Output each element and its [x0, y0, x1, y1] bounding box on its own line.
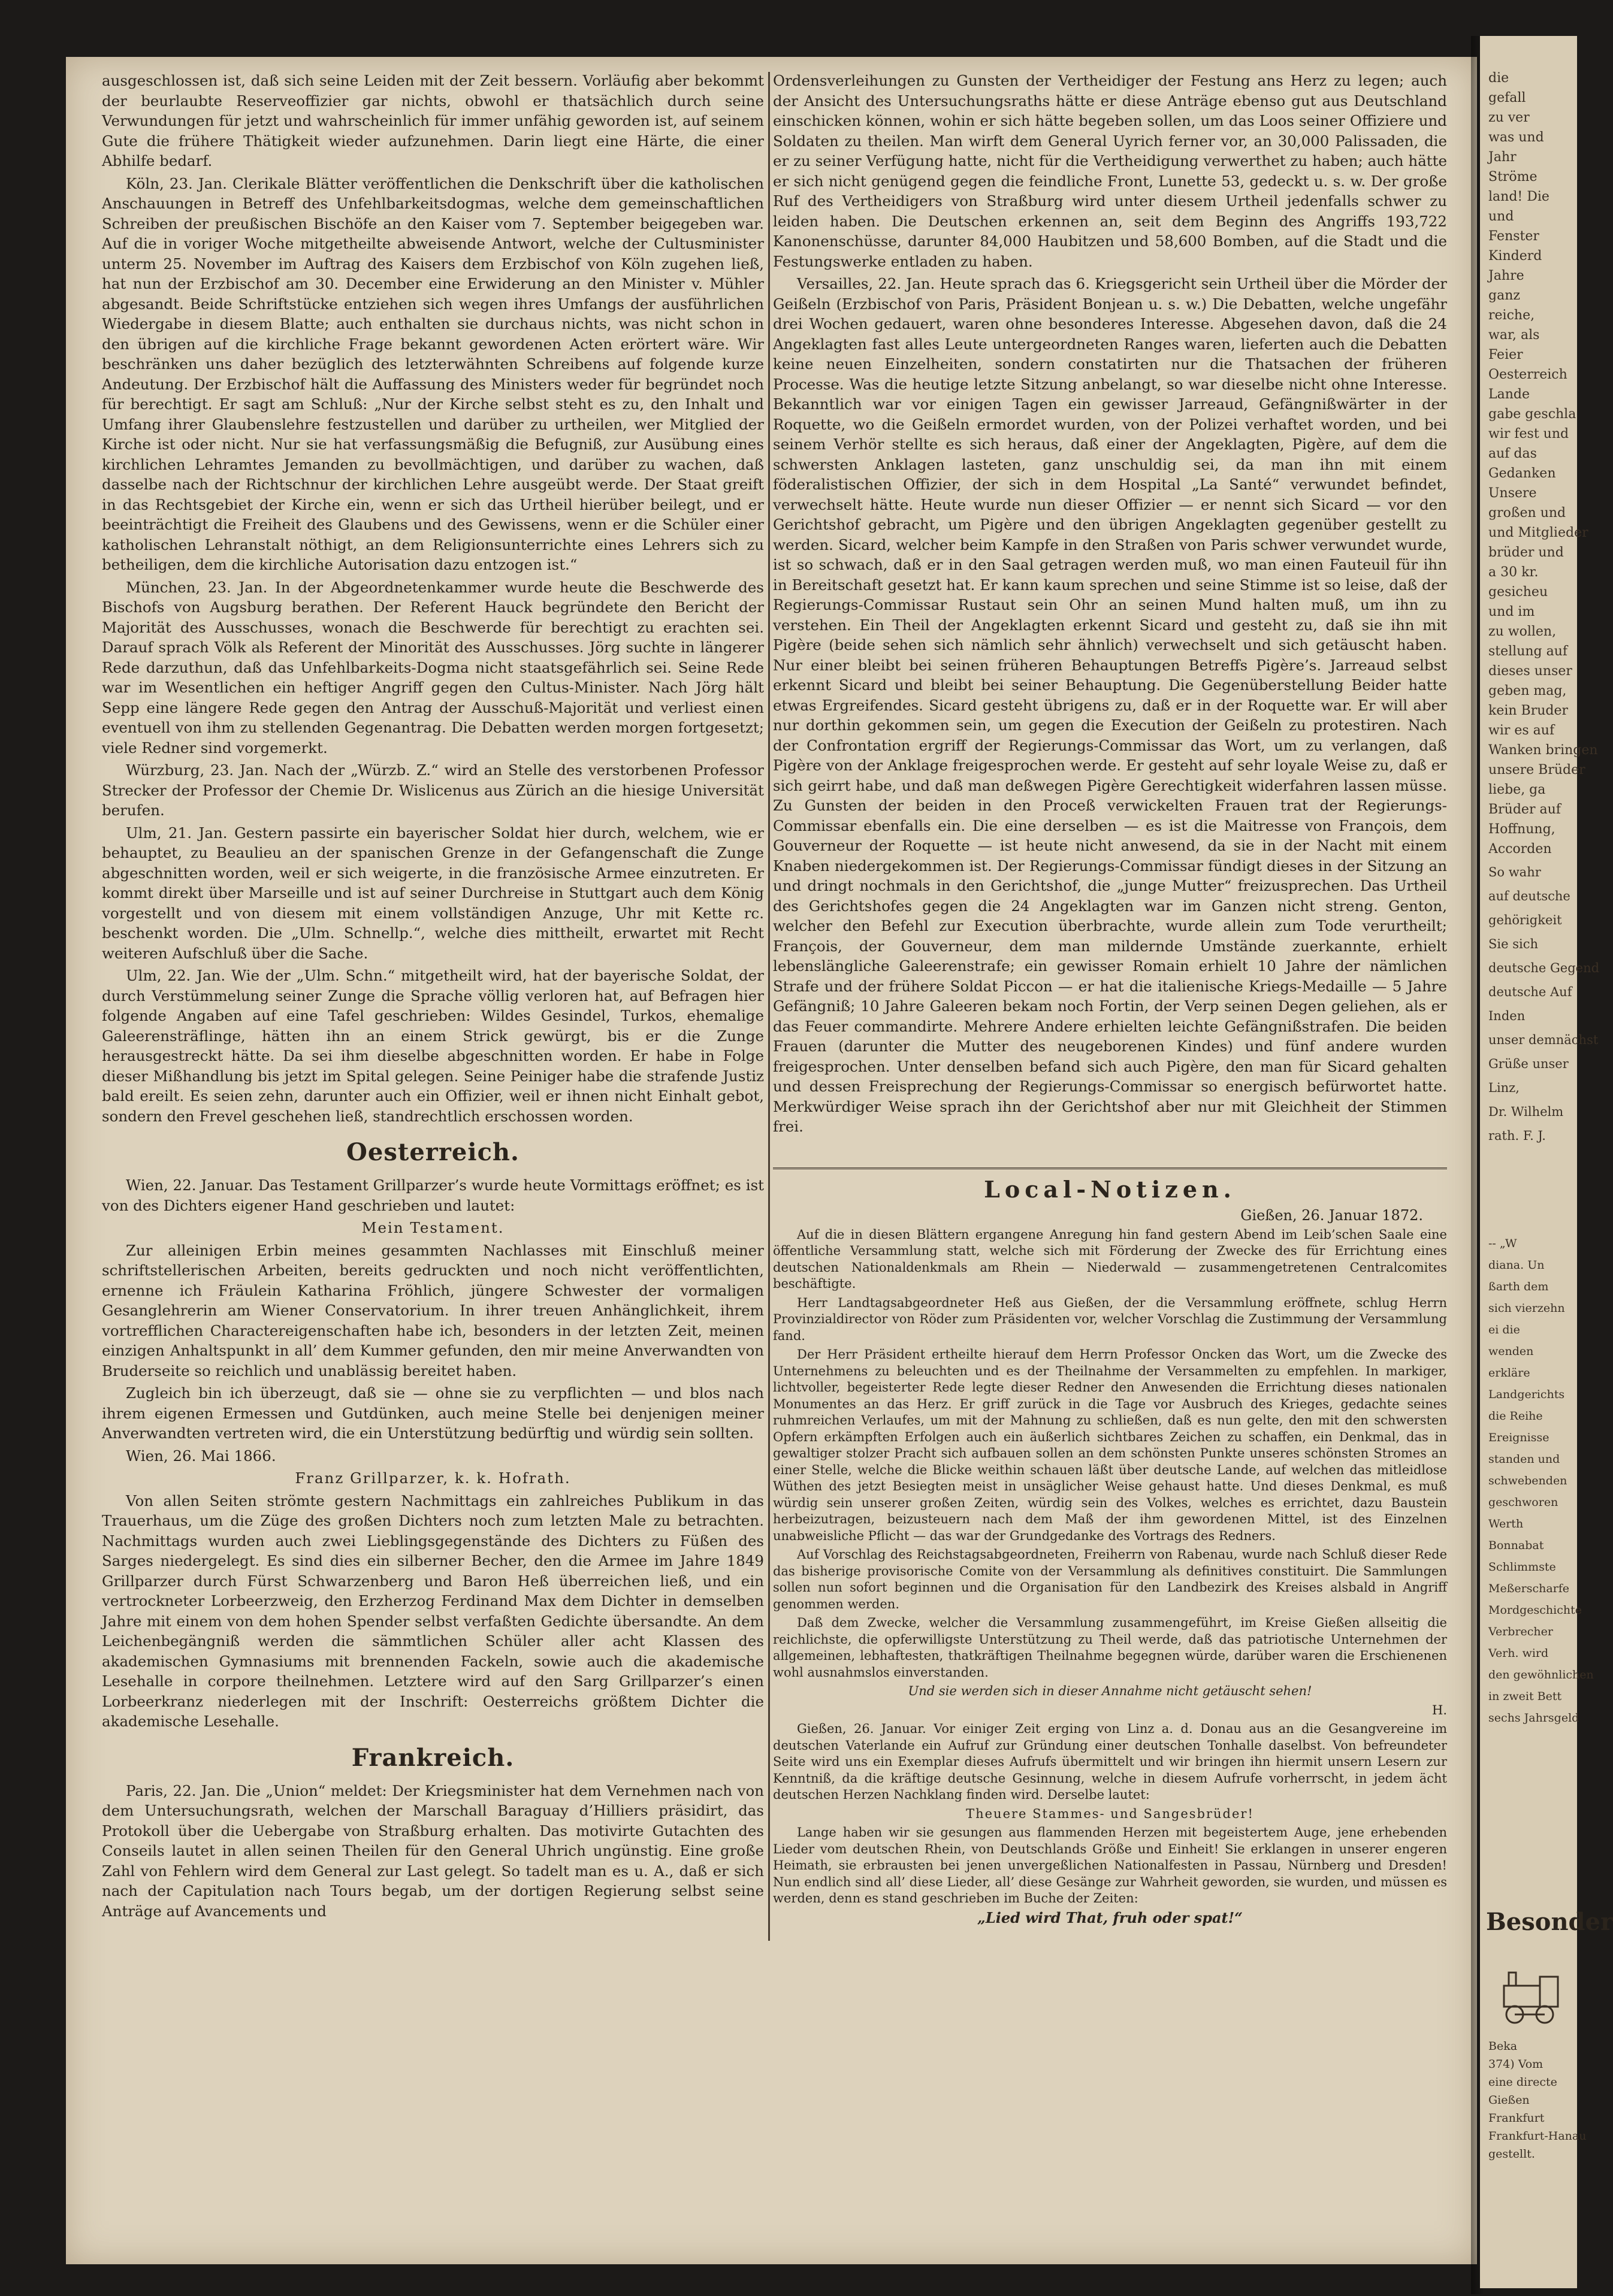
adjacent-page-line: zu ver — [1488, 110, 1530, 125]
adjacent-page-line: gesicheu — [1488, 585, 1548, 600]
adjacent-page-line: war, als — [1488, 328, 1540, 343]
locomotive-icon — [1498, 1962, 1564, 2028]
article-muenchen: München, 23. Jan. In der Abgeordnetenkammer wurde heute die Beschwerde des Bischofs von Augsburg berathen. Der Referent Hauck begründete den Bericht der Majorität des Ausschusses, wonach die Beschwerde für berechtigt zu erachten sei. Darauf sprach Völk als Referent der Minorität des Ausschusses. Jörg suchte in längerer Rede darzuthun, daß das Unfehlbarkeits-Dogma nicht staatsgefährlich sei. Seine Rede war im Wesentlichen ein heftiger Angriff gegen den Cultus-Minister. Nach Jörg hält Sepp eine längere Rede gegen den Antrag der Ausschuß-Majorität und verliest einen eventuell von ihm zu stellenden Gegenantrag. Die Debatten werden morgen fortgesetzt; viele Redner sind vorgemerkt. — [102, 578, 764, 757]
adjacent-page-line: Grüße unser — [1488, 1057, 1569, 1071]
appeal-motto: „Lied wird That, fruh oder spat!“ — [977, 1908, 1243, 1926]
testament-title: Mein Testament. — [361, 1219, 505, 1236]
article-ulm-21: Ulm, 21. Jan. Gestern passirte ein bayerischer Soldat hier durch, welchem, wie er behauptet, zu Beaulieu an der spanischen Grenze in der Gefangenschaft die Zunge abgeschnitten worden, weil er sich weigerte, in die französische Armee einzutreten. Er kommt direkt über Marseille und ist auf seiner Durchreise in Stuttgart auch dem König vorgestellt und von diesem mit einem vollständigen Anzuge, Uhr mit Kette rc. beschenkt worden. Die „Ulm. Schnellp.“, welche dies mittheilt, erwartet mit Recht weiteren Aufschluß über die Sache. — [102, 824, 764, 962]
adjacent-page-line: dieses unser — [1488, 664, 1572, 679]
adjacent-page-line: a 30 kr. — [1488, 565, 1539, 580]
adjacent-page-line: standen und — [1488, 1453, 1560, 1466]
adjacent-page-line: Gießen — [1488, 2094, 1530, 2107]
adjacent-page-line: die Reihe — [1488, 1409, 1543, 1423]
adjacent-page-line: ganz — [1488, 288, 1520, 303]
adjacent-page-line: Werth — [1488, 1517, 1524, 1530]
adjacent-page-line: Unsere — [1488, 486, 1537, 501]
adjacent-page-line: unser demnächst — [1488, 1033, 1599, 1047]
adjacent-page-line: den gewöhnlichen — [1488, 1668, 1594, 1681]
testament-text-2: Zugleich bin ich überzeugt, daß sie — ohne sie zu verpflichten — und blos nach ihrem eigenen Ermessen und Gutdünken, auch meine Stelle bei denjenigen meiner Anverwandten vertreten wird, die ein Unterstützung bedürftig und würdig sein sollten. — [102, 1384, 764, 1442]
article-continuation: ausgeschlossen ist, daß sich seine Leiden mit der Zeit bessern. Vorläufig aber bekommt der beurlaubte Reserveoffizier gar nichts, obwohl er thatsächlich durch seine Verwundungen für jetzt und wahrscheinlich für immer unfähig geworden ist, auf seinem Gute die frühere Thätigkeit wieder aufzunehmen. Darin liegt eine Härte, die einer Abhilfe bedarf. — [102, 72, 764, 170]
adjacent-page-line: geben mag, — [1488, 683, 1567, 698]
adjacent-page-line: deutsche Gegend — [1488, 961, 1600, 975]
article-grillparzer-funeral: Von allen Seiten strömte gestern Nachmittags ein zahlreiches Publikum in das Trauerhaus, um die Züge des großen Dichters noch zum letzten Male zu betrachten. Nachmittags wurden auch zwei Lieblingsgegenstände des Dichters zu Füßen des Sarges niedergelegt. Es sind dies ein silberner Becher, den die Armee im Jahre 1849 Grillparzer durch Fürst Schwarzenberg und Baron Heß überreichen ließ, und ein vertrockneter Lorbeerzweig, den Erzherzog Ferdinand Max dem Dichter in demselben Jahre mit einem von dem hohen Spender selbst verfaßten Gedichte übersandte. An dem Leichenbegängniß werden die sämmtlichen Schüler aller acht Klassen des akademischen Gymnasiums mit brennenden Fackeln, sowie auch die akademische Lesehalle in corpore theilnehmen. Letztere wird auf den Sarg Grillparzer’s einen Lorbeerkranz niederlegen mit der Inschrift: Oesterreichs größtem Dichter die akademische Lesehalle. — [102, 1492, 764, 1730]
adjacent-page-line: Frankfurt — [1488, 2112, 1545, 2125]
adjacent-page-line: Ströme — [1488, 170, 1538, 184]
adjacent-page-line: auf deutsche — [1488, 889, 1570, 903]
middle-column — [773, 71, 1447, 1230]
adjacent-page-line: schwebenden — [1488, 1474, 1567, 1487]
adjacent-page-line: So wahr — [1488, 865, 1541, 879]
adjacent-page-line: reiche, — [1488, 308, 1535, 323]
article-koeln: Köln, 23. Jan. Clerikale Blätter veröffentlichen die Denkschrift über die katholischen Anschauungen in Betreff des Unfehlbarkeitsdogmas, welche dem gemeinschaftlichen Schreiben der preußischen Bischöfe an den Kaiser vom 7. September beigegeben war. Auf die in voriger Woche mitgetheilte abweisende Antwort, welche der Cultusminister unterm 25. November im Auftrag des Kaisers dem Erzbischof von Köln zugehen ließ, hat nun der Erzbischof am 30. December eine Erwiderung an den Minister v. Mühler abgesandt. Beide Schriftstücke entziehen sich wegen ihres Umfangs der ausführlichen Wiedergabe in diesem Blatte; auch enthalten sie durchaus nichts, was nicht schon in den übrigen auf die kirchliche Frage bekannt gewordenen Acten erörtert wäre. Wir beschränken uns daher bezüglich des letzterwähnten Schreibens auf folgende kurze Andeutung. Der Erzbischof hält die Auffassung des Ministers weder für begründet noch für berechtigt. Er sagt am Schluß: „Nur der Kirche selbst steht es zu, den Inhalt und Umfang ihrer Glaubenslehre festzustellen und darüber zu urtheilen, wer Mitglied der Kirche ist oder nicht. Nur sie hat verfassungsmäßig die Befugniß, zur Ausübung eines kirchlichen Lehramtes Jemanden zu bevollmächtigen, und darüber zu wachen, daß dasselbe nach der Richtschnur der kirchlichen Lehre ausgeübt werde. Der Staat greift in das Rechtsgebiet der Kirche ein, wenn er sich das Urtheil hierüber beilegt, und er beeinträchtigt die Freiheit des Glaubens und des Gewissens, wenn er die Schüler einer katholischen Lehranstalt nöthigt, an dem Religionsunterrichte eines Lehrers sich zu betheiligen, dem die kirchliche Autorisation dazu entzogen ist.“ — [102, 174, 764, 573]
adjacent-page-line: unsere Brüder — [1488, 763, 1585, 778]
adjacent-page-line: gefall — [1488, 90, 1526, 105]
adjacent-page-line: Jahre — [1488, 268, 1524, 283]
testament-date: Wien, 26. Mai 1866. — [126, 1447, 276, 1465]
author-initial: H. — [1432, 1702, 1447, 1717]
adjacent-page-line: und im — [1488, 604, 1535, 619]
adjacent-page-line: rath. F. J. — [1488, 1129, 1546, 1143]
adjacent-page-line: Schlimmste — [1488, 1560, 1556, 1574]
testament-signature: Franz Grillparzer, k. k. Hofrath. — [295, 1469, 571, 1487]
adjacent-page-line: Jahr — [1488, 150, 1517, 165]
adjacent-page-line: wir fest und — [1488, 426, 1569, 441]
appeal-text: Lange haben wir sie gesungen aus flammenden Herzen mit begeistertem Auge, jene erhebenden Lieder vom deutschen Rhein, von Deutschlands Größe und Einheit! Sie erklangen in unserer engeren Heimath, sie erbrausten bei jenen unvergeßlichen Nationalfesten in Passau, Nürnberg und Dresden! Nun endlich sind all’ diese Lieder, all’ diese Gesänge zur Wahrheit geworden, sie wurden, und müssen es werden, denn es stand geschrieben im Buche der Zeiten: — [773, 1825, 1447, 1905]
adjacent-page-line: ßarth dem — [1488, 1280, 1549, 1293]
adjacent-page-line: Fenster — [1488, 229, 1539, 244]
adjacent-page-line: Gedanken — [1488, 466, 1556, 481]
adjacent-page-line: gabe geschla — [1488, 407, 1576, 422]
adjacent-page-line: geschworen — [1488, 1496, 1558, 1509]
adjacent-page-line: land! Die — [1488, 189, 1549, 204]
section-heading-local: Local-Notizen. — [773, 1167, 1447, 1206]
local-report-2: Herr Landtagsabgeordneter Heß aus Gießen, der die Versammlung eröffnete, schlug Herrn Provinzialdirector von Röder zum Präsidenten vor, welcher Vorschlag die Zustimmung der Versammlung fand. — [773, 1295, 1447, 1343]
adjacent-page-line: Kinderd — [1488, 249, 1542, 264]
adjacent-page-line: großen und — [1488, 506, 1566, 521]
local-report-6: Und sie werden sich in dieser Annahme nicht getäuscht sehen! — [908, 1684, 1312, 1698]
article-paris-continuation: Ordensverleihungen zu Gunsten der Vertheidiger der Festung ans Herz zu legen; auch der Ansicht des Untersuchungsraths hätte er diese Anträge ebenso gut aus Deutschland einschicken können, wohin er sich hätte begeben sollen, um das Loos seiner Offiziere und Soldaten zu theilen. Man wirft dem General Uyrich ferner vor, an 30,000 Palissaden, die er zu seiner Verfügung hatte, nicht für die Vertheidigung verwerthet zu haben; auch hätte er sich nicht genügend gegen die feindliche Front, Lunette 53, gedeckt u. s. w. Der große Ruf des Vertheidigers von Straßburg wird unter diesem Urtheil jedenfalls schwer zu leiden haben. Die Deutschen erkennen an, seit dem Beginn des Angriffs 193,722 Kanonenschüsse, darunter 84,000 Haubitzen und 58,600 Bomben, auf die Stadt und die Festungswerke entladen zu haben. — [773, 72, 1447, 270]
adjacent-page-line: kein Bruder — [1488, 703, 1569, 718]
adjacent-page-line: stellung auf — [1488, 644, 1568, 659]
adjacent-page-line: Frankfurt-Hanau — [1488, 2129, 1587, 2143]
article-paris: Paris, 22. Jan. Die „Union“ meldet: Der Kriegsminister hat dem Vernehmen nach von dem Untersuchungsrath, welchen der Marschall Baraguay d’Hilliers präsidirt, das Protokoll über die Uebergabe von Straßburg erhalten. Das motivirte Gutachten des Conseils lautet in allen seinen Theilen für den General Uhrich ungünstig. Eine große Zahl von Fehlern wird dem General zur Last gelegt. So tadelt man es u. A., daß er sich nach der Capitulation nach Tours begab, um der dortigen Regierung selbst seine Anträge auf Avancements und — [102, 1781, 764, 1920]
adjacent-page-line: erkläre — [1488, 1366, 1530, 1380]
adjacent-page-line: -- „W — [1488, 1237, 1517, 1250]
left-column — [102, 71, 764, 1964]
adjacent-page-strip — [1480, 36, 1613, 2288]
adjacent-page-line: diana. Un — [1488, 1259, 1545, 1272]
testament-text-1: Zur alleinigen Erbin meines gesammten Nachlasses mit Einschluß meiner schriftstellerischen Arbeiten, bereits gedruckten und noch nicht veröffentlichten, ernenne ich Fräulein Katharina Fröhlich, jüngere Schwester der vormaligen Gesanglehrerin am Wiener Conservatorium. In ihrer treuen Anhänglichkeit, ihrem vortrefflichen Charactereigenschaften habe ich, besonders in der letzten Zeit, meinen einzigen Anhaltspunkt in all’ dem Kummer gefunden, den mir meine Anverwandten von Bruderseite so reichlich und unablässig bereitet haben. — [102, 1241, 764, 1380]
adjacent-page-line: Inden — [1488, 1009, 1526, 1023]
local-dateline: Gießen, 26. Januar 1872. — [1240, 1207, 1423, 1224]
article-versailles: Versailles, 22. Jan. Heute sprach das 6. Kriegsgericht sein Urtheil über die Mörder der Geißeln (Erzbischof von Paris, Präsident Bonjean u. s. w.) Die Debatten, welche ungefähr drei Wochen gedauert, waren ohne besonderes Interesse. Abgesehen davon, daß die 24 Angeklagten fast alles Leute untergeordneten Ranges waren, lieferten auch die Debatten keine neuen Einzelheiten, sondern constatirten nur die Thatsachen der früheren Processe. Was die heutige letzte Sitzung anbelangt, so war dieselbe nicht ohne Interesse. Bekanntlich war vor einigen Tagen ein gewisser Jarreaud, Gefängnißwärter in der Roquette, wo die Geißeln ermordet wurden, von der Polizei verhaftet worden, und bei seinem Verhör stellte es sich heraus, daß einer der Angeklagten, Pigère, auf dem die schwersten Anklagen lasteten, ganz unschuldig sei, da man ihn mit einem föderalistischen Offizier, der sich in dem Hospital „La Santé“ verwundet befindet, verwechselt hätte. Heute wurde nun dieser Offizier — er nennt sich Sicard — vor den Gerichtshof gebracht, um Pigère und den übrigen Angeklagten gegenüber gestellt zu werden. Sicard, welcher beim Kampfe in den Straßen von Paris schwer verwundet wurde, ist so schwach, daß er in den Saal getragen werden muß, wo man einen Fauteuil für ihn in Bereitschaft gesetzt hat. Er kann kaum sprechen und seine Stimme ist so leise, daß der Regierungs-Commissar Rustaut sein Ohr an seinen Mund halten muß, um ihn zu verstehen. Ein Theil der Angeklagten erkennt Sicard und gesteht zu, daß sie ihn mit Pigère (beide sehen sich nämlich sehr ähnlich) verwechselt und sich getäuscht haben. Nur einer bleibt bei seinen früheren Behauptungen Betreffs Pigère’s. Jarreaud selbst erkennt Sicard und bleibt bei seiner Behauptung. Die Gegenüberstellung Beider hatte etwas Ergreifendes. Sicard gesteht übrigens zu, daß er in der Roquette war. Er will aber nur dorthin gekommen sein, um gegen die Execution der Geißeln zu protestiren. Nach der Confrontation ergriff der Regierungs-Commissar das Wort, um zu verlangen, daß Pigère von der Anklage freigesprochen werde. Er gesteht auf sehr loyale Weise zu, daß er sich geirrt habe, und daß man deßwegen Pigère Gerechtigkeit widerfahren lassen müsse. Zu Gunsten der beiden in den Proceß verwickelten Frauen trat der Regierungs-Commissar ebenfalls ein. Die eine derselben — es ist die Maitresse von François, dem Gouverneur der Roquette — ist heute nicht anwesend, da sie in der Nacht mit einem Knaben niedergekommen ist. Der Regierungs-Commissar fündigt dieses in der Sitzung an und dringt nochmals in den Gerichtshof, die „junge Mutter“ freizusprechen. Das Urtheil des Gerichtshofes gegen die 24 Angeklagten war im Ganzen nicht streng. Genton, welcher den Befehl zur Execution überbrachte, wurde allein zum Tode verurtheilt; François, der Gouverneur, dem man mildernde Umstände zuerkannte, erhielt lebenslängliche Galeerenstrafe; ein gewisser Romain erhielt 10 Jahre der nämlichen Strafe und der frühere Soldat Piccon — er hat die italienische Kriegs-Medaille — 5 Jahre Gefängniß; 10 Jahre Galeeren bekam noch Fortin, der Verp seinen Degen geliehen, als er das Feuer commandirte. Mehrere Andere erhielten leichte Gefängnißstrafen. Die beiden Frauen (darunter die Mutter des neugeborenen Kindes) und fünf andere wurden freigesprochen. Unter denselben befand sich auch Pigère, den man für Sicard gehalten und dessen Freisprechung der Regierungs-Commissar so energisch befürwortet hatte. Merkwürdiger Weise sprach ihn der Gerichtshof aber nur mit Gleichheit der Stimmen frei. — [773, 275, 1447, 1135]
adjacent-page-line: die — [1488, 71, 1509, 86]
adjacent-page-line: liebe, ga — [1488, 782, 1546, 797]
adjacent-page-line: Brüder auf — [1488, 802, 1561, 817]
adjacent-page-line: eine directe — [1488, 2076, 1557, 2089]
adjacent-page-line: Dr. Wilhelm — [1488, 1105, 1564, 1119]
adjacent-page-line: Oesterreich — [1488, 367, 1567, 382]
adjacent-page-line: gehörigkeit — [1488, 913, 1562, 927]
adjacent-page-line: 374) Vom — [1488, 2058, 1543, 2071]
local-report-5: Daß dem Zwecke, welcher die Versammlung zusammengeführt, im Kreise Gießen allseitig die reichlichste, die opferwilligste Unterstützung zu Theil werde, daß das patriotische Unternehmen der allgemeinen, lebhaftesten, thatkräftigen Theilnahme begegnen würde, darüber waren die Erschienenen wohl ausnahmslos einverstanden. — [773, 1616, 1447, 1680]
section-heading-france: Frankreich. — [351, 1743, 515, 1772]
adjacent-page-line: Accorden — [1488, 842, 1552, 857]
adjacent-page-line: in zweit Bett — [1488, 1690, 1562, 1703]
column-divider — [768, 72, 770, 1941]
adjacent-page-line: Hoffnung, — [1488, 822, 1555, 837]
adjacent-page-line: Verh. wird — [1488, 1647, 1549, 1660]
adjacent-page-line: wenden — [1488, 1345, 1534, 1358]
adjacent-page-line: sechs Jahrsgeld — [1488, 1711, 1579, 1725]
adjacent-page-line: Sie sich — [1488, 937, 1538, 951]
article-wien: Wien, 22. Januar. Das Testament Grillparzer’s wurde heute Vormittags eröffnet; es ist von des Dichters eigener Hand geschrieben und lautet: — [102, 1176, 764, 1214]
adjacent-page-line: Beka — [1488, 2040, 1518, 2053]
adjacent-page-line: zu wollen, — [1488, 624, 1557, 639]
local-report-3: Der Herr Präsident ertheilte hierauf dem Herrn Professor Oncken das Wort, um die Zwecke des Unternehmens zu beleuchten und es der Theilnahme der Versammelten zu empfehlen. In markiger, lichtvoller, begeisterter Rede legte dieser Redner den Anwesenden die Errichtung dieses nationalen Monumentes an das Herz. Er griff zurück in die Tage vor Ausbruch des Krieges, gedachte seines ruhmreichen Verlaufes, um mit der Mahnung zu schließen, daß es nun gelte, den mit den schwersten Opfern erkämpften Erfolgen auch ein äußerlich sichtbares Zeichen zu schaffen, ein Denkmal, das in gewaltiger stolzer Pracht sich aufbauen sollen an dem schönsten Punkte unseres schönsten Stromes an einer Stelle, welche die Blicke weithin schauen läßt über deutsche Lande, auf welchen das mitleidlose Wüthen des jetzt Besiegten meist in unsäglicher Weise gehaust hatte. Und dieses Denkmal, es muß würdig sein unserer großen Zeiten, würdig sein des Volkes, welches es errichtet, dazu Baustein herbeizutragen, beizusteuern nach dem Maß der ihm gewordenen Mittel, ist des Einzelnen unabweisliche Pflicht — das war der Grundgedanke des Vortrags des Redners. — [773, 1347, 1447, 1543]
adjacent-page-line: was und — [1488, 130, 1544, 145]
adjacent-page-heading: Besonder — [1486, 1908, 1613, 1936]
adjacent-page-line: Linz, — [1488, 1081, 1520, 1095]
adjacent-page-line: deutsche Auf — [1488, 985, 1572, 999]
adjacent-page-line: auf das — [1488, 446, 1537, 461]
local-report-4: Auf Vorschlag des Reichstagsabgeordneten, Freiherrn von Rabenau, wurde nach Schluß dieser Rede das bisherige provisorische Comite von der Versammlung als definitives constituirt. Die Sammlungen sollen nun sofort beginnen und die Organisation für den Landbezirk des Kreises alsbald in Angriff genommen werden. — [773, 1547, 1447, 1611]
article-ulm-22: Ulm, 22. Jan. Wie der „Ulm. Schn.“ mitgetheilt wird, hat der bayerische Soldat, der durch Verstümmelung seiner Zunge die Sprache völlig verloren hat, auf Befragen hier folgende Angaben auf eine Tafel geschrieben: Wildes Gesindel, Turkos, ehemalige Galeerensträflinge, hätten ihn an einem Strick gewürgt, bis er die Zunge herausgestreckt hätte. Da sei ihm dieselbe abgeschnitten worden. Er habe in Folge dieser Mißhandlung bis jetzt im Spital gelegen. Seine Peiniger habe die strafende Justiz bald ereilt. Es seien zehn, darunter auch ein Offizier, weil er ihnen nicht Einhalt gebot, sondern den Frevel geschehen ließ, standrechtlich erschossen worden. — [102, 967, 764, 1125]
local-report-1: Auf die in diesen Blättern ergangene Anregung hin fand gestern Abend im Leib’schen Saale eine öffentliche Versammlung statt, welche sich mit Förderung der Zwecke des für Errichtung eines deutschen Nationaldenkmals am Rhein — Niederwald — zusammengetretenen Centralcomites beschäftigte. — [773, 1227, 1447, 1291]
appeal-address: Theuere Stammes- und Sangesbrüder! — [966, 1806, 1254, 1821]
adjacent-page-line: Mordgeschichte — [1488, 1604, 1582, 1617]
adjacent-page-line: wir es auf — [1488, 723, 1555, 738]
adjacent-page-line: Meßerscharfe — [1488, 1582, 1570, 1595]
article-wuerzburg: Würzburg, 23. Jan. Nach der „Würzb. Z.“ wird an Stelle des verstorbenen Professor Strecker der Professor der Chemie Dr. Wislicenus aus Zürich an die hiesige Universität berufen. — [102, 761, 764, 819]
adjacent-page-line: Wanken bringen — [1488, 743, 1598, 758]
adjacent-page-line: Lande — [1488, 387, 1530, 402]
local-report-linz: Gießen, 26. Januar. Vor einiger Zeit erging von Linz a. d. Donau aus an die Gesangvereine im deutschen Vaterlande ein Aufruf zur Gründung einer deutschen Tonhalle daselbst. Von befreundeter Seite wird uns ein Exemplar dieses Aufrufs übermittelt und wir bringen ihn hiermit unsern Lesern zur Kenntniß, da die kräftige deutsche Gesinnung, welche in diesem Aufrufe vorherrscht, in jedem ächt deutschen Herzen Nachklang finden wird. Derselbe lautet: — [773, 1722, 1447, 1802]
local-notices-section — [773, 1165, 1447, 1962]
adjacent-page-line: sich vierzehn — [1488, 1302, 1565, 1315]
adjacent-page-line: brüder und — [1488, 545, 1564, 560]
adjacent-page-line: Verbrecher — [1488, 1625, 1553, 1638]
adjacent-page-line: gestellt. — [1488, 2147, 1535, 2161]
adjacent-page-line: Landgerichts — [1488, 1388, 1565, 1401]
adjacent-page-line: und Mitglieder — [1488, 525, 1588, 540]
adjacent-page-line: Feier — [1488, 347, 1523, 362]
adjacent-page-line: Bonnabat — [1488, 1539, 1544, 1552]
adjacent-page-line: ei die — [1488, 1323, 1520, 1336]
adjacent-page-line: Ereignisse — [1488, 1431, 1549, 1444]
section-heading-austria: Oesterreich. — [346, 1138, 519, 1166]
adjacent-page-line: und — [1488, 209, 1514, 224]
